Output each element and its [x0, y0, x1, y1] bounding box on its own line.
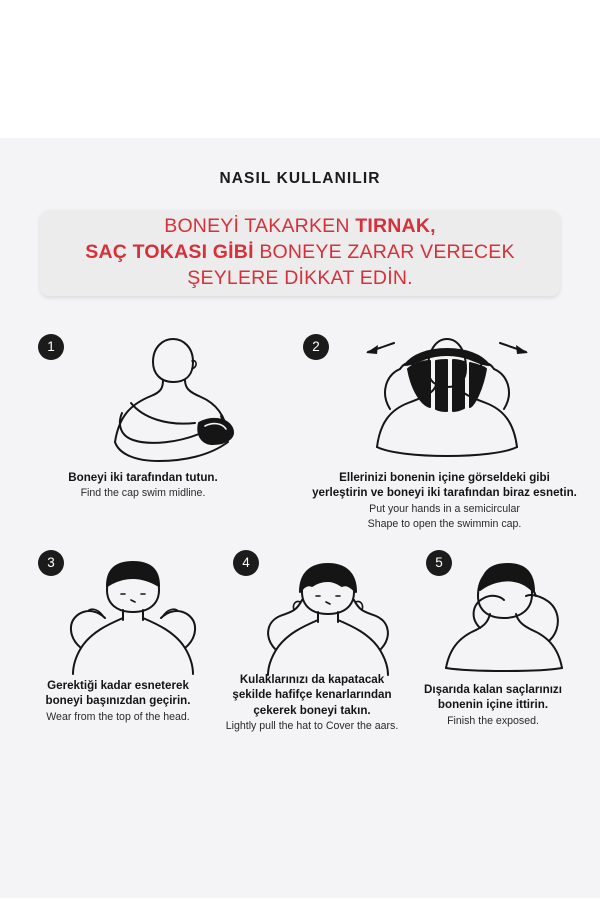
back-stretching-cap-icon	[350, 325, 560, 465]
step-4-caption-en: Lightly pull the hat to Cover the aars.	[225, 719, 399, 732]
warning-line1-part2: TIRNAK,	[355, 215, 436, 238]
step-2-caption-en-line2: Shape to open the swimmin cap.	[367, 518, 522, 531]
step-2-caption-en-line1: Put your hands in a semicircular	[369, 502, 520, 515]
step-3-caption-tr-line2: boneyi başınızdan geçirin.	[45, 694, 191, 708]
step-1-caption	[28, 470, 258, 501]
warning-line3: ŞEYLERE DİKKAT EDİN.	[187, 266, 413, 289]
step-1-caption-tr: Boneyi iki tarafından tutun.	[68, 471, 218, 484]
warning-text	[71, 214, 528, 291]
step-4-caption-tr-line3: çekerek boneyi takın.	[253, 703, 371, 717]
covering-ears-icon	[238, 552, 418, 677]
step-5-caption-en: Finish the exposed.	[447, 714, 539, 727]
step-3-caption	[18, 678, 218, 724]
person-holding-cap-icon	[75, 330, 265, 465]
step-4-caption-tr-line2: şekilde hafifçe kenarlarından	[232, 688, 392, 702]
warning-box	[40, 210, 560, 296]
step-5-caption	[398, 682, 588, 728]
step-2-badge: 2	[303, 334, 329, 360]
pulling-cap-over-head-icon	[45, 552, 225, 677]
step-2-caption	[292, 470, 597, 532]
step-5-caption-tr-line2: bonenin içine ittirin.	[437, 698, 549, 712]
step-5-badge: 5	[426, 550, 452, 576]
step-2-caption-tr-line2: yerleştirin ve boneyi iki tarafından biraz esnetin.	[312, 486, 577, 500]
step-2-caption-tr-line1: Ellerinizi bonenin içine görseldeki gibi	[339, 471, 550, 484]
step-1-badge: 1	[38, 334, 64, 360]
step-5-caption-tr-line1: Dışarıda kalan saçlarınızı	[424, 683, 562, 696]
step-1-caption-en: Find the cap swim midline.	[80, 487, 206, 500]
warning-line2-part1: SAÇ TOKASI GİBİ	[85, 241, 254, 264]
step-4-badge: 4	[233, 550, 259, 576]
step-3-caption-tr-line1: Gerektiği kadar esneterek	[47, 679, 189, 692]
step-3-caption-en: Wear from the top of the head.	[46, 710, 190, 723]
step-3-badge: 3	[38, 550, 64, 576]
step-4-caption-tr-line1: Kulaklarınızı da kapatacak	[239, 673, 385, 686]
step-4-caption	[212, 672, 412, 734]
warning-line1-part1: BONEYİ TAKARKEN	[164, 215, 356, 238]
page-title: NASIL KULLANILIR	[219, 170, 381, 187]
tucking-hair-icon	[432, 552, 592, 672]
warning-line2-part2: BONEYE ZARAR VERECEK	[253, 241, 515, 264]
